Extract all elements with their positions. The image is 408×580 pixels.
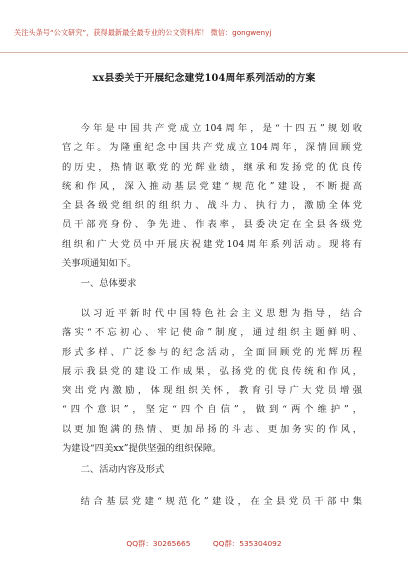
text-line: 以更加饱满的热情、更加昂扬的斗志、更加务实的作风， <box>62 423 362 435</box>
section-heading-activities <box>62 460 362 479</box>
text-line: 落实“不忘初心、牢记使命”制度，通过组织主题鲜明、 <box>62 327 362 339</box>
text-line: 全县各级党组织的组织力、战斗力、执行力，激励全体党 <box>62 200 362 212</box>
text-line: 统和作风，深入推动基层党建“规范化”建设，不断提高 <box>62 180 362 192</box>
text-line: “四个意识”，坚定“四个自信”，做到“两个维护”， <box>62 404 362 416</box>
text-line: 结合基层党建“规范化”建设，在全县党员干部中集 <box>80 496 362 507</box>
header-notice: 关注头条号“公文研究”，获得最新最全最专业的公文资料库！ 微信：gongwenyj <box>14 28 272 37</box>
text-line: 官之年。为隆重纪念中国共产党成立104周年，深情回顾党 <box>62 142 362 154</box>
text-line: 组织和广大党员中开展庆祝建党104周年系列活动。现将有 <box>62 238 362 250</box>
text-line: 为建设“四美xx”提供坚强的组织保障。 <box>62 443 222 455</box>
section-heading-general-requirements <box>62 274 362 293</box>
qq-group-2: QQ群：535304092 <box>212 539 282 548</box>
qq-group-1: QQ群：30265665 <box>126 539 191 548</box>
text-line: 突出党内激励，体现组织关怀，教育引导广大党员增强 <box>62 385 362 397</box>
text-line: 今年是中国共产党成立104周年，是“十四五”规划收 <box>80 123 362 134</box>
text-line: 员干部亮身份、争先进、作表率，县委决定在全县各级党 <box>62 219 362 231</box>
section-heading: 一、总体要求 <box>80 278 137 289</box>
document-title: xx县委关于开展纪念建党104周年系列活动的方案 <box>92 73 316 84</box>
paragraph-intro <box>62 119 362 273</box>
text-line: 以习近平新时代中国特色社会主义思想为指导，结合 <box>80 308 362 319</box>
paragraph-requirements <box>62 304 362 458</box>
text-line: 关事项通知如下。 <box>62 258 137 270</box>
text-line: 的历史，热情讴歌党的光辉业绩，继承和发扬党的优良传 <box>62 161 362 173</box>
page-header <box>0 0 408 53</box>
text-line: 形式多样、广泛参与的纪念活动，全面回顾党的光辉历程 <box>62 346 362 358</box>
paragraph-activities <box>62 492 362 511</box>
section-heading: 二、活动内容及形式 <box>80 464 165 475</box>
text-line: 展示我县党的建设工作成果，弘扬党的优良传统和作风， <box>62 365 362 377</box>
page-footer <box>0 538 408 554</box>
